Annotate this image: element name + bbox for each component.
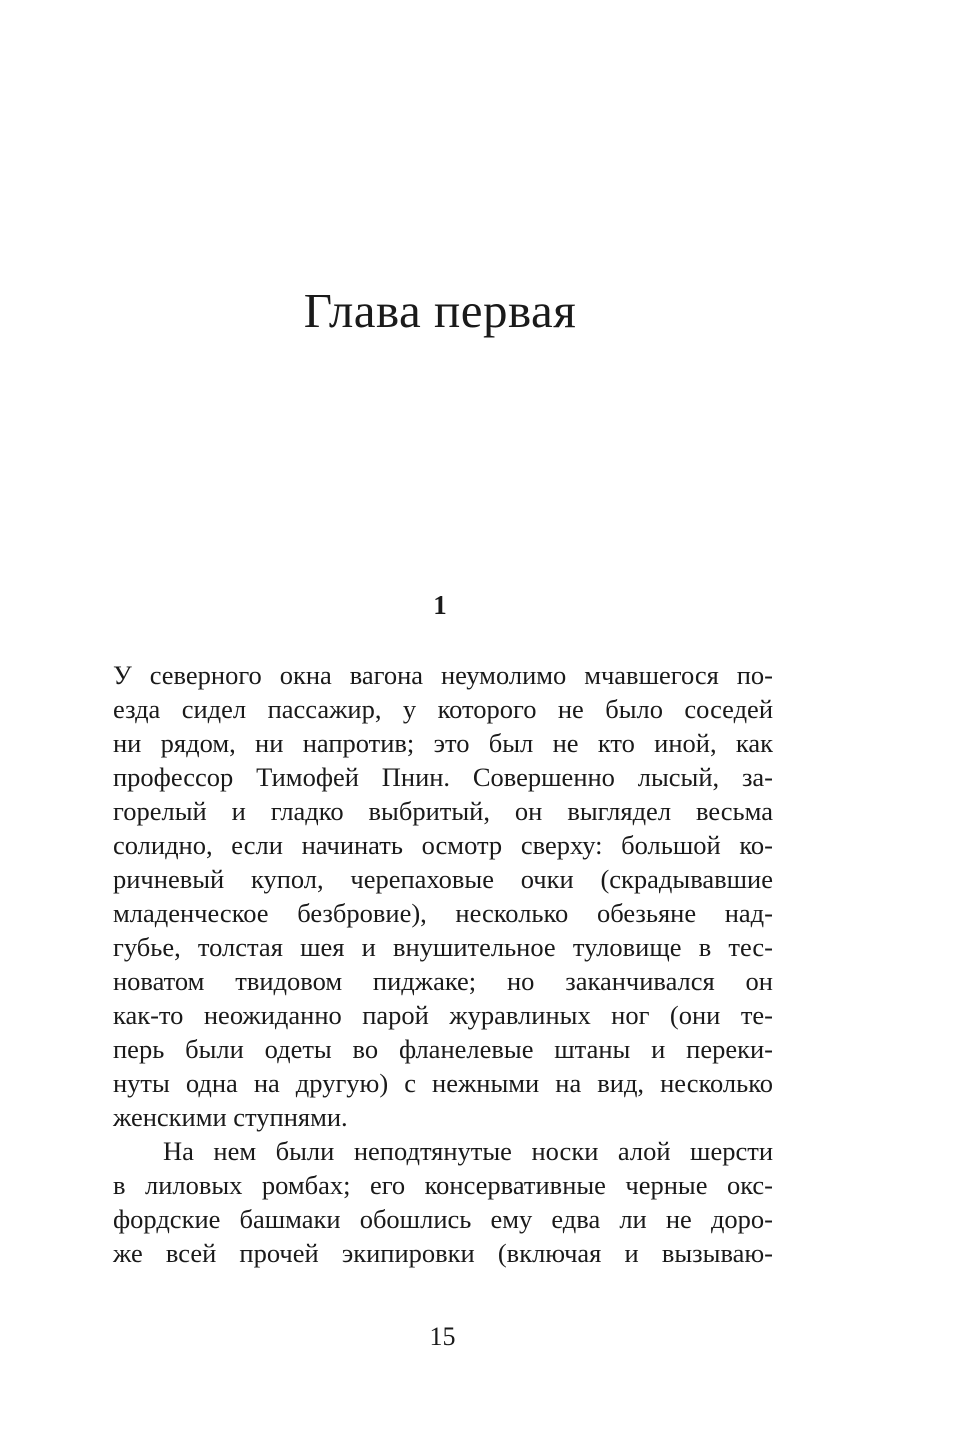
paragraph-1	[113, 658, 773, 1134]
chapter-title: Глава первая	[303, 283, 577, 338]
text-line: женскими ступнями.	[113, 1102, 348, 1132]
text-line: же всей прочей экипировки (включая и вызываю-	[113, 1238, 773, 1268]
text-line: На нем были неподтянутые носки алой шерсти	[163, 1136, 773, 1166]
body-text	[113, 658, 773, 1270]
text-line: губье, толстая шея и внушительное туловище в тес-	[113, 932, 773, 962]
text-line: фордские башмаки обошлись ему едва ли не доро-	[113, 1204, 773, 1234]
text-line: в лиловых ромбах; его консервативные черные окс-	[113, 1170, 773, 1200]
text-line: ричневый купол, черепаховые очки (скрадывавшие	[113, 864, 773, 894]
text-line: ни рядом, ни напротив; это был не кто иной, как	[113, 728, 773, 758]
text-line: новатом твидовом пиджаке; но заканчивался он	[113, 966, 773, 996]
text-line: как-то неожиданно парой журавлиных ног (они те-	[113, 1000, 773, 1030]
text-line: У северного окна вагона неумолимо мчавшегося по-	[113, 660, 773, 690]
text-line: горелый и гладко выбритый, он выглядел весьма	[113, 796, 773, 826]
text-line: профессор Тимофей Пнин. Совершенно лысый, за-	[113, 762, 773, 792]
text-line: младенческое безбровие), несколько обезьяне над-	[113, 898, 773, 928]
text-line: нуты одна на другую) с нежными на вид, несколько	[113, 1068, 773, 1098]
section-number: 1	[433, 590, 447, 620]
text-line: перь были одеты во фланелевые штаны и переки-	[113, 1034, 773, 1064]
text-line: езда сидел пассажир, у которого не было соседей	[113, 694, 773, 724]
paragraph-2	[113, 1134, 773, 1270]
page-number: 15	[429, 1322, 456, 1351]
text-line: солидно, если начинать осмотр сверху: большой ко-	[113, 830, 773, 860]
